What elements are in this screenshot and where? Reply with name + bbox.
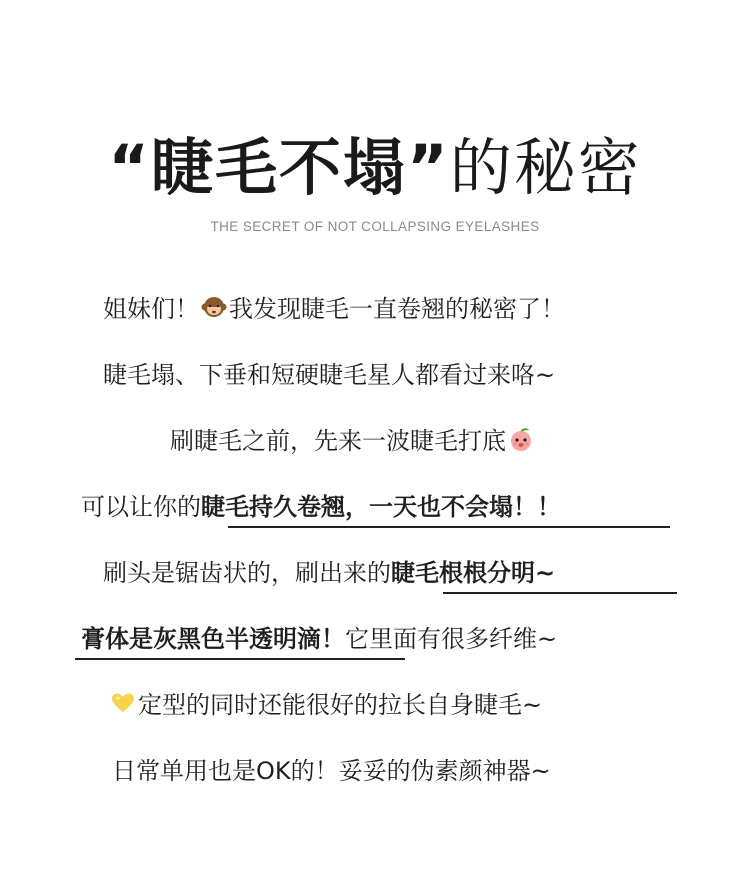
underline-line-5 <box>443 592 677 594</box>
text-line-7 <box>0 684 750 724</box>
line-1-text-b: 我发现睫毛一直卷翘的秘密了！ <box>229 295 565 323</box>
underline-line-4 <box>228 526 670 528</box>
text-line-4 <box>0 486 750 526</box>
text-line-2 <box>0 354 750 394</box>
line-5-text: 刷头是锯齿状的，刷出来的 <box>103 559 391 587</box>
line-6-highlight: 膏体是灰黑色半透明滴！ <box>81 625 345 653</box>
line-7-text: 定型的同时还能很好的拉长自身睫毛~ <box>138 691 543 719</box>
monkey-face-icon <box>201 294 227 320</box>
line-4-highlight: 睫毛持久卷翘，一天也不会塌！！ <box>201 493 561 521</box>
text-line-5 <box>0 552 750 592</box>
line-8-text: 日常单用也是OK的！妥妥的伪素颜神器~ <box>112 757 551 785</box>
line-6-text: 它里面有很多纤维~ <box>345 625 558 653</box>
page-title <box>0 128 750 208</box>
text-line-8 <box>0 750 750 790</box>
title-light: 的秘密 <box>449 131 642 204</box>
text-line-1 <box>0 288 750 328</box>
line-4-text: 可以让你的 <box>81 493 201 521</box>
peach-face-icon <box>508 426 534 452</box>
yellow-heart-icon <box>110 690 136 716</box>
title-bold: “睫毛不塌” <box>108 131 450 204</box>
line-1-text-a: 姐妹们！ <box>103 295 199 323</box>
line-2-text: 睫毛塌、下垂和短硬睫毛星人都看过来咯~ <box>103 361 556 389</box>
text-line-6 <box>0 618 750 658</box>
underline-line-6 <box>75 658 405 660</box>
text-line-3 <box>0 420 750 460</box>
page-subtitle: THE SECRET OF NOT COLLAPSING EYELASHES <box>210 219 540 234</box>
line-3-text: 刷睫毛之前，先来一波睫毛打底 <box>170 427 506 455</box>
line-5-highlight: 睫毛根根分明~ <box>391 559 556 587</box>
